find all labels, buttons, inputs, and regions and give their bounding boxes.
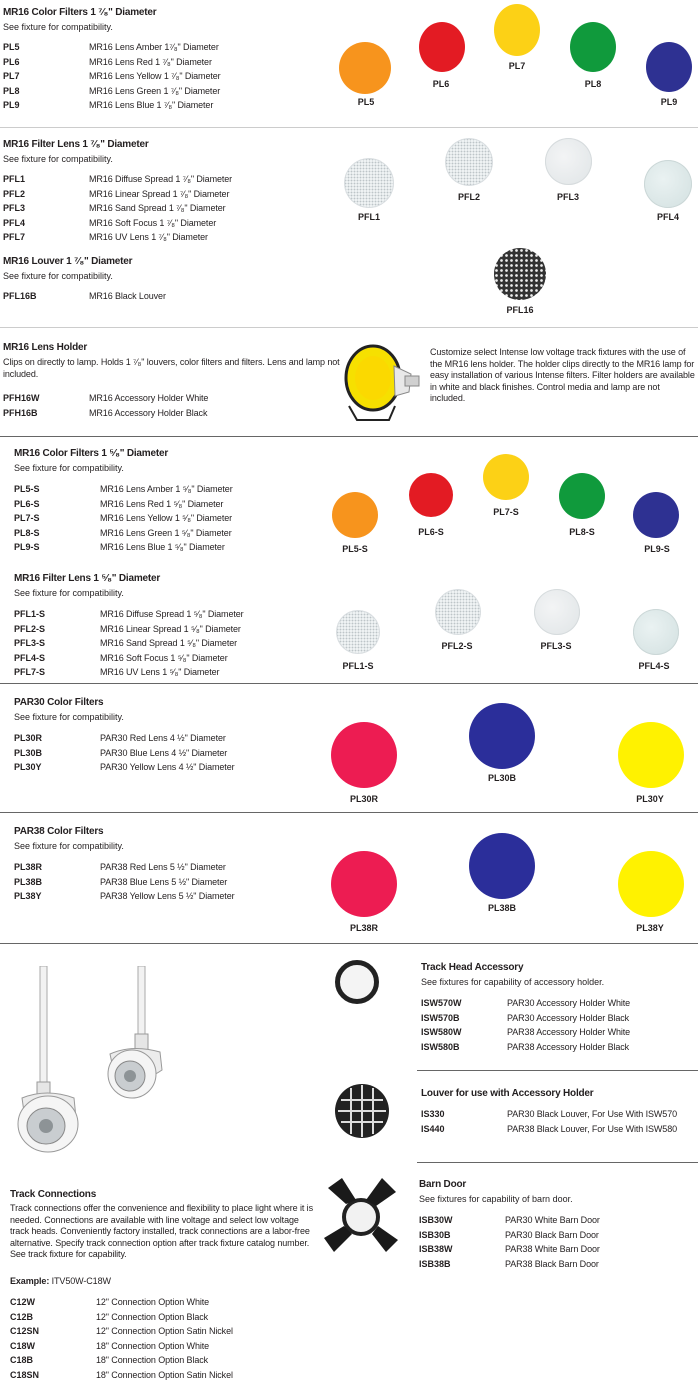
list-item: [10, 1355, 310, 1370]
item-desc: MR16 Lens Blue 1 ⁵⁄₈" Diameter: [100, 542, 225, 552]
green-filter-disc: [559, 473, 605, 519]
list-item: [421, 1124, 691, 1139]
item-desc: MR16 Soft Focus 1 ⁷⁄₈" Diameter: [89, 217, 217, 228]
lens-holder-note: Customize select Intense low voltage track fixtures with the use of the MR16 lens holder. The holder clips directly to the MR16 lamp for easy installation of various Intense filters. Filter holders are available in white and black finishes. Control media and lamp are not included.: [430, 347, 695, 403]
lens-holder-image: [339, 336, 423, 428]
item-desc: PAR38 Yellow Lens 5 ½" Diameter: [100, 891, 235, 901]
blue-par30-disc: [469, 703, 535, 769]
item-desc: MR16 Black Louver: [89, 291, 166, 301]
blue-par38-disc: [469, 833, 535, 899]
item-code: PL8-S: [14, 527, 40, 538]
section-title-mr16s-filter: MR16 Filter Lens 1 ⁵⁄₈" Diameter: [14, 573, 161, 584]
item-desc: PAR30 Yellow Lens 4 ½" Diameter: [100, 762, 235, 772]
section-title-mr16-filter: MR16 Filter Lens 1 ⁷⁄₈" Diameter: [3, 139, 149, 150]
list-louver-holder: [421, 1109, 691, 1138]
section-title-mr16-color: MR16 Color Filters 1 ⁷⁄₈" Diameter: [3, 7, 157, 18]
list-item: [10, 1341, 310, 1356]
section-sub: See fixture for compatibility.: [3, 22, 113, 32]
list-item: [3, 291, 323, 305]
item-code: ISW580B: [421, 1041, 460, 1052]
item-code: PL5-S: [14, 484, 40, 494]
section-title-mr16s-color: MR16 Color Filters 1 ⁵⁄₈" Diameter: [14, 448, 169, 459]
item-desc: MR16 Lens Blue 1 ⁷⁄₈" Diameter: [89, 100, 214, 110]
track-connections-example: [10, 1276, 111, 1288]
item-desc: MR16 Soft Focus 1 ⁵⁄₈" Diameter: [100, 652, 228, 663]
label-pfl4: PFL4: [656, 212, 679, 222]
barn-door-image: [322, 1174, 400, 1256]
list-item: [3, 408, 303, 423]
section-sub: See fixture for compatibility.: [14, 841, 124, 851]
item-desc: PAR30 Blue Lens 4 ½" Diameter: [100, 747, 228, 758]
item-code: C18SN: [10, 1369, 40, 1380]
item-code: PL6: [3, 56, 20, 67]
item-code: ISB30W: [419, 1215, 453, 1225]
louver-grid-image: [333, 1082, 391, 1140]
item-desc: PAR38 Accessory Holder White: [507, 1027, 631, 1037]
list-track-connections: [10, 1297, 310, 1384]
section-sub: See fixtures for capability of barn door.: [419, 1194, 573, 1204]
item-code: C18B: [10, 1355, 34, 1365]
item-code: PFL4-S: [14, 652, 46, 663]
section-title-par30: PAR30 Color Filters: [14, 697, 104, 708]
item-code: ISB30B: [419, 1229, 451, 1240]
label-pfl16: PFL16: [506, 305, 534, 315]
item-code: PL5: [3, 42, 20, 52]
label-pl30y: PL30Y: [636, 794, 664, 804]
item-code: C12SN: [10, 1326, 40, 1336]
label-pl7: PL7: [508, 61, 526, 71]
list-barn-door: [419, 1215, 679, 1273]
section-title-track-connections: Track Connections: [10, 1189, 97, 1200]
item-desc: MR16 Diffuse Spread 1 ⁷⁄₈" Diameter: [89, 174, 233, 184]
item-desc: PAR38 Red Lens 5 ½" Diameter: [100, 862, 226, 872]
item-desc: PAR30 Accessory Holder Black: [507, 1012, 630, 1023]
red-par30-disc: [331, 722, 397, 788]
soft-focus-lens-disc: [633, 609, 679, 655]
label-pfl3-s: PFL3-S: [540, 641, 572, 651]
accessory-holder-ring-image: [335, 960, 379, 1004]
item-desc: MR16 Accessory Holder Black: [89, 407, 208, 418]
label-pl38y: PL38Y: [636, 923, 664, 933]
yellow-par38-disc: [618, 851, 684, 917]
item-code: PFH16B: [3, 407, 38, 418]
item-code: IS440: [421, 1123, 445, 1134]
section-title-lens-holder: MR16 Lens Holder: [3, 342, 88, 353]
red-filter-disc: [419, 22, 465, 72]
section-sub: See fixture for compatibility.: [14, 712, 124, 722]
list-item: [419, 1259, 679, 1274]
item-code: PFL7-S: [14, 667, 46, 677]
item-code: PFL2-S: [14, 623, 46, 634]
item-desc: PAR30 White Barn Door: [505, 1215, 600, 1225]
item-code: PFL1: [3, 174, 26, 184]
item-desc: MR16 Accessory Holder White: [89, 393, 209, 403]
item-desc: PAR38 Black Louver, For Use With ISW580: [507, 1123, 678, 1134]
soft-focus-lens-disc: [644, 160, 692, 208]
label-pl9: PL9: [660, 97, 678, 107]
diffuse-lens-disc: [344, 158, 394, 208]
list-track-head: [421, 998, 691, 1056]
item-code: PFL16B: [3, 291, 37, 301]
section-sub: Clips on directly to lamp. Holds 1 ⁷⁄₈" louvers, color filters and filters. Lens and lamp not included.: [3, 357, 340, 379]
blue-filter-disc: [633, 492, 679, 538]
item-desc: MR16 UV Lens 1 ⁵⁄₈" Diameter: [100, 667, 220, 677]
label-pl9-s: PL9-S: [644, 544, 670, 554]
item-desc: MR16 Linear Spread 1 ⁵⁄₈" Diameter: [100, 623, 241, 634]
amber-filter-disc: [332, 492, 378, 538]
diffuse-lens-disc: [336, 610, 380, 654]
list-item: [3, 393, 303, 408]
label-pl30r: PL30R: [349, 794, 378, 804]
item-desc: MR16 Lens Red 1 ⁵⁄₈" Diameter: [100, 498, 224, 509]
list-item: [419, 1230, 679, 1245]
item-desc: MR16 Lens Yellow 1 ⁷⁄₈" Diameter: [89, 71, 221, 81]
label-pl7-s: PL7-S: [493, 507, 519, 517]
item-desc: MR16 UV Lens 1 ⁷⁄₈" Diameter: [89, 232, 208, 242]
list-item: [10, 1326, 310, 1341]
divider: [0, 812, 698, 813]
label-pl6-s: PL6-S: [418, 527, 444, 537]
list-item: [421, 1027, 691, 1042]
label-pl38r: PL38R: [349, 923, 378, 933]
item-code: PL9-S: [14, 542, 40, 552]
item-desc: 18" Connection Option Satin Nickel: [96, 1369, 233, 1380]
item-code: ISW570B: [421, 1012, 460, 1023]
item-code: PL38B: [14, 876, 43, 887]
sand-lens-disc: [545, 138, 592, 185]
label-pfl2: PFL2: [457, 192, 480, 202]
label-pl5: PL5: [357, 97, 375, 107]
item-desc: 12" Connection Option Black: [96, 1311, 209, 1322]
item-code: ISW580W: [421, 1027, 462, 1037]
sand-lens-disc: [534, 589, 580, 635]
yellow-filter-disc: [483, 454, 529, 500]
item-code: PL7-S: [14, 513, 40, 523]
louver-disc: [494, 248, 546, 300]
list-item: [10, 1370, 310, 1385]
red-filter-disc: [409, 473, 453, 517]
item-code: C18W: [10, 1340, 36, 1351]
label-pl6: PL6: [432, 79, 450, 89]
item-desc: 12" Connection Option Satin Nickel: [96, 1326, 233, 1336]
label-pl38b: PL38B: [487, 903, 516, 913]
section-sub: See fixture for compatibility.: [14, 588, 124, 598]
item-desc: PAR38 Blue Lens 5 ½" Diameter: [100, 876, 228, 887]
track-fixture-image: [12, 966, 198, 1156]
item-code: PL7: [3, 71, 20, 81]
amber-filter-disc: [339, 42, 391, 94]
item-desc: PAR38 Accessory Holder Black: [507, 1041, 630, 1052]
item-desc: PAR30 Black Barn Door: [505, 1229, 599, 1240]
yellow-par30-disc: [618, 722, 684, 788]
example-label: Example:: [10, 1276, 50, 1286]
list-item: [419, 1244, 679, 1259]
item-code: PL30B: [14, 747, 43, 758]
divider: [0, 683, 698, 684]
item-desc: PAR30 Accessory Holder White: [507, 998, 631, 1008]
list-item: [421, 1042, 691, 1057]
item-desc: MR16 Lens Green 1 ⁵⁄₈" Diameter: [100, 527, 232, 538]
list-item: [421, 1013, 691, 1028]
list-item: [419, 1215, 679, 1230]
label-pl5-s: PL5-S: [342, 544, 368, 554]
item-code: PL38R: [14, 862, 43, 872]
divider: [417, 1162, 698, 1163]
section-title-mr16-louver: MR16 Louver 1 ⁷⁄₈" Diameter: [3, 256, 133, 267]
item-code: C12B: [10, 1311, 34, 1322]
divider: [0, 943, 698, 944]
linear-lens-disc: [435, 589, 481, 635]
item-code: PFL4: [3, 217, 26, 228]
item-desc: MR16 Sand Spread 1 ⁵⁄₈" Diameter: [100, 638, 238, 648]
item-desc: 18" Connection Option Black: [96, 1355, 209, 1365]
label-pfl4-s: PFL4-S: [638, 661, 670, 671]
item-desc: MR16 Lens Green 1 ⁷⁄₈" Diameter: [89, 85, 221, 96]
label-pl8-s: PL8-S: [569, 527, 595, 537]
list-lens-holder: [3, 393, 303, 422]
item-code: IS330: [421, 1109, 445, 1119]
label-pfl1-s: PFL1-S: [342, 661, 374, 671]
item-code: PL30Y: [14, 762, 42, 772]
list-item: [10, 1297, 310, 1312]
label-pl30b: PL30B: [487, 773, 516, 783]
item-code: PL6-S: [14, 498, 40, 509]
section-title-par38: PAR38 Color Filters: [14, 826, 104, 837]
item-desc: PAR38 Black Barn Door: [505, 1258, 599, 1269]
item-desc: MR16 Diffuse Spread 1 ⁵⁄₈" Diameter: [100, 609, 244, 619]
item-code: PL38Y: [14, 891, 42, 901]
section-title-louver-holder: Louver for use with Accessory Holder: [421, 1088, 594, 1099]
example-value: ITV50W-C18W: [51, 1276, 111, 1286]
list-item: [10, 1312, 310, 1327]
item-code: PFL1-S: [14, 609, 46, 619]
section-sub: See fixture for compatibility.: [14, 463, 124, 473]
item-code: ISB38B: [419, 1258, 451, 1269]
item-desc: MR16 Lens Amber 1⁷⁄₈" Diameter: [89, 42, 219, 52]
section-title-track-head: Track Head Accessory: [421, 962, 524, 973]
list-item: [421, 998, 691, 1013]
item-desc: 12" Connection Option White: [96, 1297, 210, 1307]
item-desc: PAR30 Red Lens 4 ½" Diameter: [100, 733, 226, 743]
item-code: PFH16W: [3, 393, 40, 403]
divider: [0, 327, 698, 328]
label-pfl1: PFL1: [357, 212, 380, 222]
divider: [417, 1070, 698, 1071]
item-desc: MR16 Lens Amber 1 ⁵⁄₈" Diameter: [100, 484, 233, 494]
section-sub: See fixtures for capability of accessory holder.: [421, 977, 605, 987]
item-desc: PAR30 Black Louver, For Use With ISW570: [507, 1109, 678, 1119]
section-sub: See fixture for compatibility.: [3, 154, 113, 164]
linear-lens-disc: [445, 138, 493, 186]
item-code: PFL2: [3, 188, 26, 199]
item-desc: MR16 Lens Yellow 1 ⁵⁄₈" Diameter: [100, 513, 233, 523]
item-code: C12W: [10, 1297, 36, 1307]
item-code: PL30R: [14, 733, 43, 743]
track-connections-paragraph: Track connections offer the convenience and flexibility to place light where it is needed. Connections are available with line voltage and select low voltage track heads. Conveniently factory installed, track connections are a labor-free alternative. Specify track connection option after track fixture catalog number. See track fixture for capability.: [10, 1203, 313, 1259]
item-code: PL8: [3, 85, 20, 96]
label-pfl2-s: PFL2-S: [441, 641, 473, 651]
item-code: PFL7: [3, 232, 26, 242]
item-desc: 18" Connection Option White: [96, 1340, 210, 1351]
item-code: PFL3-S: [14, 638, 46, 648]
section-title-barn-door: Barn Door: [419, 1179, 467, 1190]
label-pfl3: PFL3: [556, 192, 579, 202]
divider: [0, 127, 698, 128]
label-pl8: PL8: [584, 79, 602, 89]
item-desc: MR16 Lens Red 1 ⁷⁄₈" Diameter: [89, 56, 212, 67]
item-desc: MR16 Linear Spread 1 ⁷⁄₈" Diameter: [89, 188, 230, 199]
item-code: PFL3: [3, 203, 26, 213]
item-code: PL9: [3, 100, 20, 110]
list-item: [421, 1109, 691, 1124]
item-desc: PAR38 White Barn Door: [505, 1244, 600, 1254]
item-code: ISB38W: [419, 1244, 453, 1254]
item-code: ISW570W: [421, 998, 462, 1008]
divider: [0, 436, 698, 437]
green-filter-disc: [570, 22, 616, 72]
red-par38-disc: [331, 851, 397, 917]
blue-filter-disc: [646, 42, 692, 92]
yellow-filter-disc: [494, 4, 540, 56]
section-sub: See fixture for compatibility.: [3, 271, 113, 281]
item-desc: MR16 Sand Spread 1 ⁷⁄₈" Diameter: [89, 203, 226, 213]
